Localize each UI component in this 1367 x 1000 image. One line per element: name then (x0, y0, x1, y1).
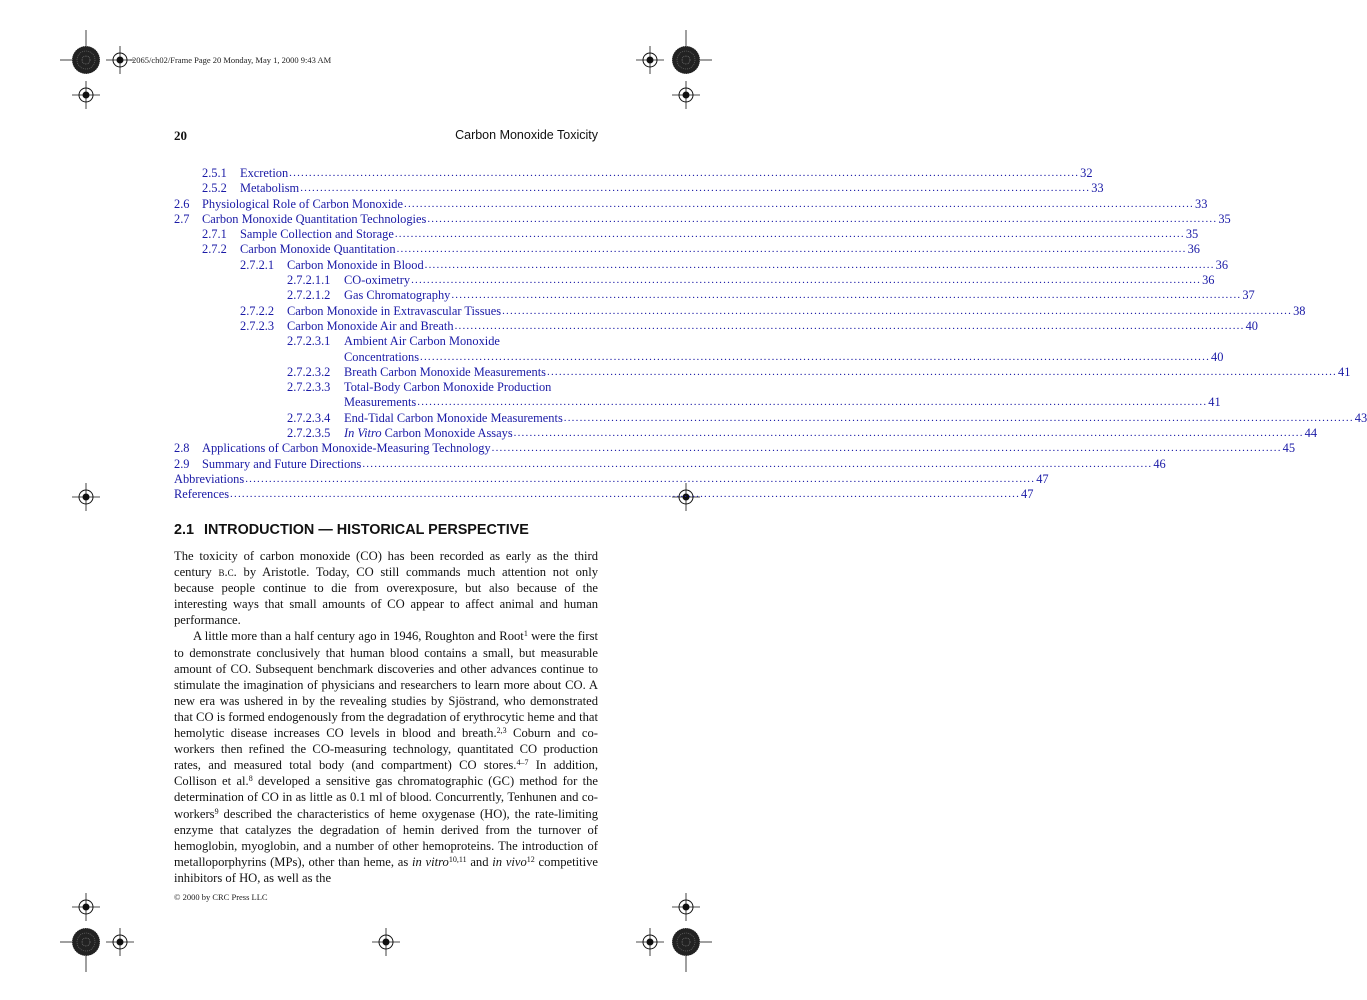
toc-entry[interactable] (174, 303, 1306, 319)
toc-entry-title: Metabolism (240, 181, 300, 196)
toc-entry[interactable] (174, 364, 1351, 380)
toc-leader-dots: ........................................................................................................................................................................................................ (424, 258, 1215, 271)
toc-entry[interactable] (174, 441, 1296, 456)
toc-leader-dots: ........................................................................................................................................................................................................ (420, 350, 1211, 363)
toc-entry-page: 35 (1185, 227, 1199, 242)
reference-marker: 12 (526, 854, 535, 864)
toc-entry-page: 41 (1208, 395, 1221, 410)
toc-entry-title: Carbon Monoxide Quantitation (240, 242, 396, 257)
toc-leader-dots: ........................................................................................................................................................................................................ (513, 427, 1304, 440)
toc-entry-title: End-Tidal Carbon Monoxide Measurements (344, 410, 563, 425)
table-of-contents (174, 166, 1367, 503)
toc-leader-dots: ........................................................................................................................................................................................................ (454, 319, 1245, 332)
toc-entry-number: 2.7.2.3.1 (287, 334, 331, 349)
toc-entry-number: 2.7.2.2 (240, 303, 275, 318)
toc-entry-page: 33 (1195, 196, 1208, 211)
toc-entry-title: Breath Carbon Monoxide Measurements (344, 364, 546, 379)
toc-entry-page: 41 (1338, 364, 1351, 379)
toc-entry[interactable] (174, 227, 1199, 242)
toc-leader-dots: ........................................................................................................................................................................................................ (417, 396, 1208, 409)
toc-entry-page: 35 (1218, 211, 1231, 226)
toc-entry-title: Carbon Monoxide in Extravascular Tissues (287, 303, 502, 318)
toc-entry[interactable] (174, 487, 1034, 502)
toc-entry[interactable] (174, 257, 1229, 273)
toc-entry-title: Summary and Future Directions (202, 456, 362, 471)
toc-entry-title: Sample Collection and Storage (240, 227, 394, 242)
toc-entry-title: CO-oximetry (344, 273, 411, 288)
toc-entry[interactable] (174, 196, 1208, 212)
reference-marker: 1 (523, 629, 528, 639)
toc-leader-dots: ........................................................................................................................................................................................................ (427, 212, 1218, 225)
reference-marker: 4–7 (516, 758, 529, 768)
toc-leader-dots: ........................................................................................................................................................................................................ (451, 289, 1242, 302)
toc-leader-dots: ........................................................................................................................................................................................................ (563, 411, 1354, 424)
toc-entry-title: Ambient Air Carbon Monoxide (344, 334, 500, 349)
section-heading (174, 522, 598, 538)
toc-entry-number: 2.5.1 (202, 166, 227, 180)
reference-marker: 2,3 (496, 726, 507, 736)
toc-entry[interactable] (174, 273, 1215, 288)
toc-entry-number: 2.7.2.3.3 (287, 380, 331, 395)
toc-entry-page: 38 (1293, 303, 1306, 318)
toc-entry-number: 2.7.2 (202, 242, 227, 257)
toc-entry-title: Excretion (240, 166, 289, 180)
toc-entry[interactable] (174, 456, 1166, 472)
toc-entry[interactable] (174, 349, 1224, 365)
running-title: Carbon Monoxide Toxicity (455, 128, 598, 142)
section-title: INTRODUCTION — HISTORICAL PERSPECTIVE (204, 522, 529, 538)
toc-entry-number: 2.7 (174, 211, 190, 226)
toc-entry-title: Gas Chromatography (344, 288, 451, 303)
paragraph-1: The toxicity of carbon monoxide (CO) has been recorded as early as the third century b.c. by Aristotle. Today, CO still commands much attention not only because people continue to die from overexposure, but also because of the interesting ways that small amounts of CO appear to affect animal and human performance. (174, 549, 598, 628)
toc-entry-number: 2.7.2.1 (240, 257, 275, 272)
toc-entry[interactable] (174, 410, 1367, 426)
toc-leader-dots: ........................................................................................................................................................................................................ (491, 442, 1282, 455)
toc-leader-dots: ........................................................................................................................................................................................................ (394, 228, 1185, 241)
toc-leader-dots: ........................................................................................................................................................................................................ (230, 488, 1021, 501)
toc-entry-page: 47 (1021, 487, 1034, 502)
toc-entry-title: Applications of Carbon Monoxide-Measuring Technology (202, 441, 491, 456)
toc-entry-number: 2.6 (174, 196, 190, 211)
toc-entry-title: Physiological Role of Carbon Monoxide (202, 196, 403, 211)
toc-entry[interactable] (174, 181, 1104, 196)
toc-leader-dots: ........................................................................................................................................................................................................ (502, 304, 1293, 317)
toc-entry-number: 2.7.2.3.4 (287, 410, 331, 425)
toc-entry-page: 36 (1187, 242, 1200, 257)
toc-entry-number: 2.7.1 (202, 227, 227, 242)
toc-entry[interactable] (174, 471, 1049, 487)
toc-entry-number: 2.7.2.1.2 (287, 288, 331, 303)
toc-entry-page: 40 (1245, 318, 1258, 333)
toc-entry-title: Measurements (344, 395, 417, 410)
toc-entry-page: 44 (1304, 426, 1318, 441)
toc-entry-title: Abbreviations (174, 471, 245, 486)
toc-entry-page: 32 (1080, 166, 1093, 180)
reference-marker: 9 (214, 806, 219, 816)
toc-entry-number: 2.7.2.3.2 (287, 364, 331, 379)
toc-leader-dots: ........................................................................................................................................................................................................ (547, 365, 1337, 378)
toc-entry-number: 2.5.2 (202, 181, 227, 196)
section-number: 2.1 (174, 522, 195, 538)
toc-leader-dots: ........................................................................................................................................................................................................ (362, 457, 1153, 470)
toc-entry[interactable] (174, 426, 1318, 441)
toc-entry[interactable] (174, 395, 1221, 410)
toc-entry[interactable] (174, 318, 1258, 334)
toc-leader-dots: ........................................................................................................................................................................................................ (289, 167, 1080, 179)
toc-leader-dots: ........................................................................................................................................................................................................ (396, 243, 1187, 256)
toc-entry[interactable] (174, 334, 598, 349)
toc-entry-number: 2.9 (174, 456, 190, 471)
toc-entry-title: Carbon Monoxide Quantitation Technologies (202, 211, 427, 226)
toc-entry-number: 2.7.2.3.5 (287, 426, 331, 441)
toc-entry-title: Carbon Monoxide Air and Breath (287, 318, 454, 333)
toc-entry-page: 43 (1354, 410, 1367, 425)
toc-entry-title: In Vitro Carbon Monoxide Assays (344, 426, 513, 441)
toc-entry-title: References (174, 487, 230, 502)
toc-entry-page: 45 (1282, 441, 1296, 456)
toc-entry-page: 36 (1202, 273, 1215, 288)
toc-entry[interactable] (174, 380, 598, 395)
toc-entry-page: 36 (1215, 257, 1229, 272)
toc-leader-dots: ........................................................................................................................................................................................................ (245, 472, 1036, 485)
toc-entry-number: 2.7.2.3 (240, 318, 275, 333)
toc-entry[interactable] (174, 211, 1231, 227)
toc-entry[interactable] (174, 242, 1200, 257)
toc-entry-title: Total-Body Carbon Monoxide Production (344, 380, 552, 395)
reference-marker: 10,11 (448, 854, 467, 864)
toc-leader-dots: ........................................................................................................................................................................................................ (404, 197, 1194, 210)
toc-entry-page: 37 (1242, 288, 1255, 303)
toc-entry[interactable] (174, 166, 1093, 181)
toc-entry[interactable] (174, 288, 1255, 303)
copyright-notice: © 2000 by CRC Press LLC (174, 892, 268, 902)
reference-marker: 8 (248, 774, 253, 784)
toc-entry-page: 47 (1036, 471, 1049, 486)
page-number: 20 (174, 128, 187, 143)
toc-entry-title: Carbon Monoxide in Blood (287, 257, 424, 272)
frame-slug: 2065/ch02/Frame Page 20 Monday, May 1, 2000 9:43 AM (132, 55, 332, 65)
toc-entry-page: 46 (1153, 456, 1166, 471)
toc-leader-dots: ........................................................................................................................................................................................................ (300, 182, 1091, 195)
toc-leader-dots: ........................................................................................................................................................................................................ (411, 274, 1202, 287)
toc-entry-page: 40 (1211, 349, 1224, 364)
toc-entry-number: 2.7.2.1.1 (287, 273, 331, 288)
toc-entry-title: Concentrations (344, 349, 420, 364)
body-text (174, 548, 598, 886)
toc-entry-page: 33 (1091, 181, 1104, 196)
paragraph-2: A little more than a half century ago in 1946, Roughton and Root$^1$ were the first to demonstrate conclusively that human blood contains a small, but measurable amount of CO. Subsequent benchmark discoveries and other advances continue to stimulate the imagination of physicians and researchers to learn more about CO. A new era was ushered in by the revealing studies by Sjöstrand, who demonstrated that CO is formed endogenously from the degradation of erythrocytic heme and that hemolytic disease increases CO levels in blood and breath.$^{2,3}$ Coburn and co-workers then refined the CO-measuring technology, quantitated CO production rates, and measured total body (and compartment) CO stores.$^{4-7}$ In addition, Collison et al.$^8$ developed a sensitive gas chromatographic (GC) method for the determination of CO in as little as 0.1 ml of blood. Concurrently, Tenhunen and co-workers$^9$ described the characteristics of heme oxygenase (HO), the rate-limiting enzyme that catalyzes the degradation of hemin derived from the turnover of hemoglobin, myoglobin, and a number of other hemoproteins. The introduction of metalloporphyrins (MPs), other than heme, as in vitro$^{10,11}$ and in vivo$^{12}$ competitive inhibitors of HO, as well as the (174, 629, 599, 885)
toc-entry-number: 2.8 (174, 441, 190, 456)
